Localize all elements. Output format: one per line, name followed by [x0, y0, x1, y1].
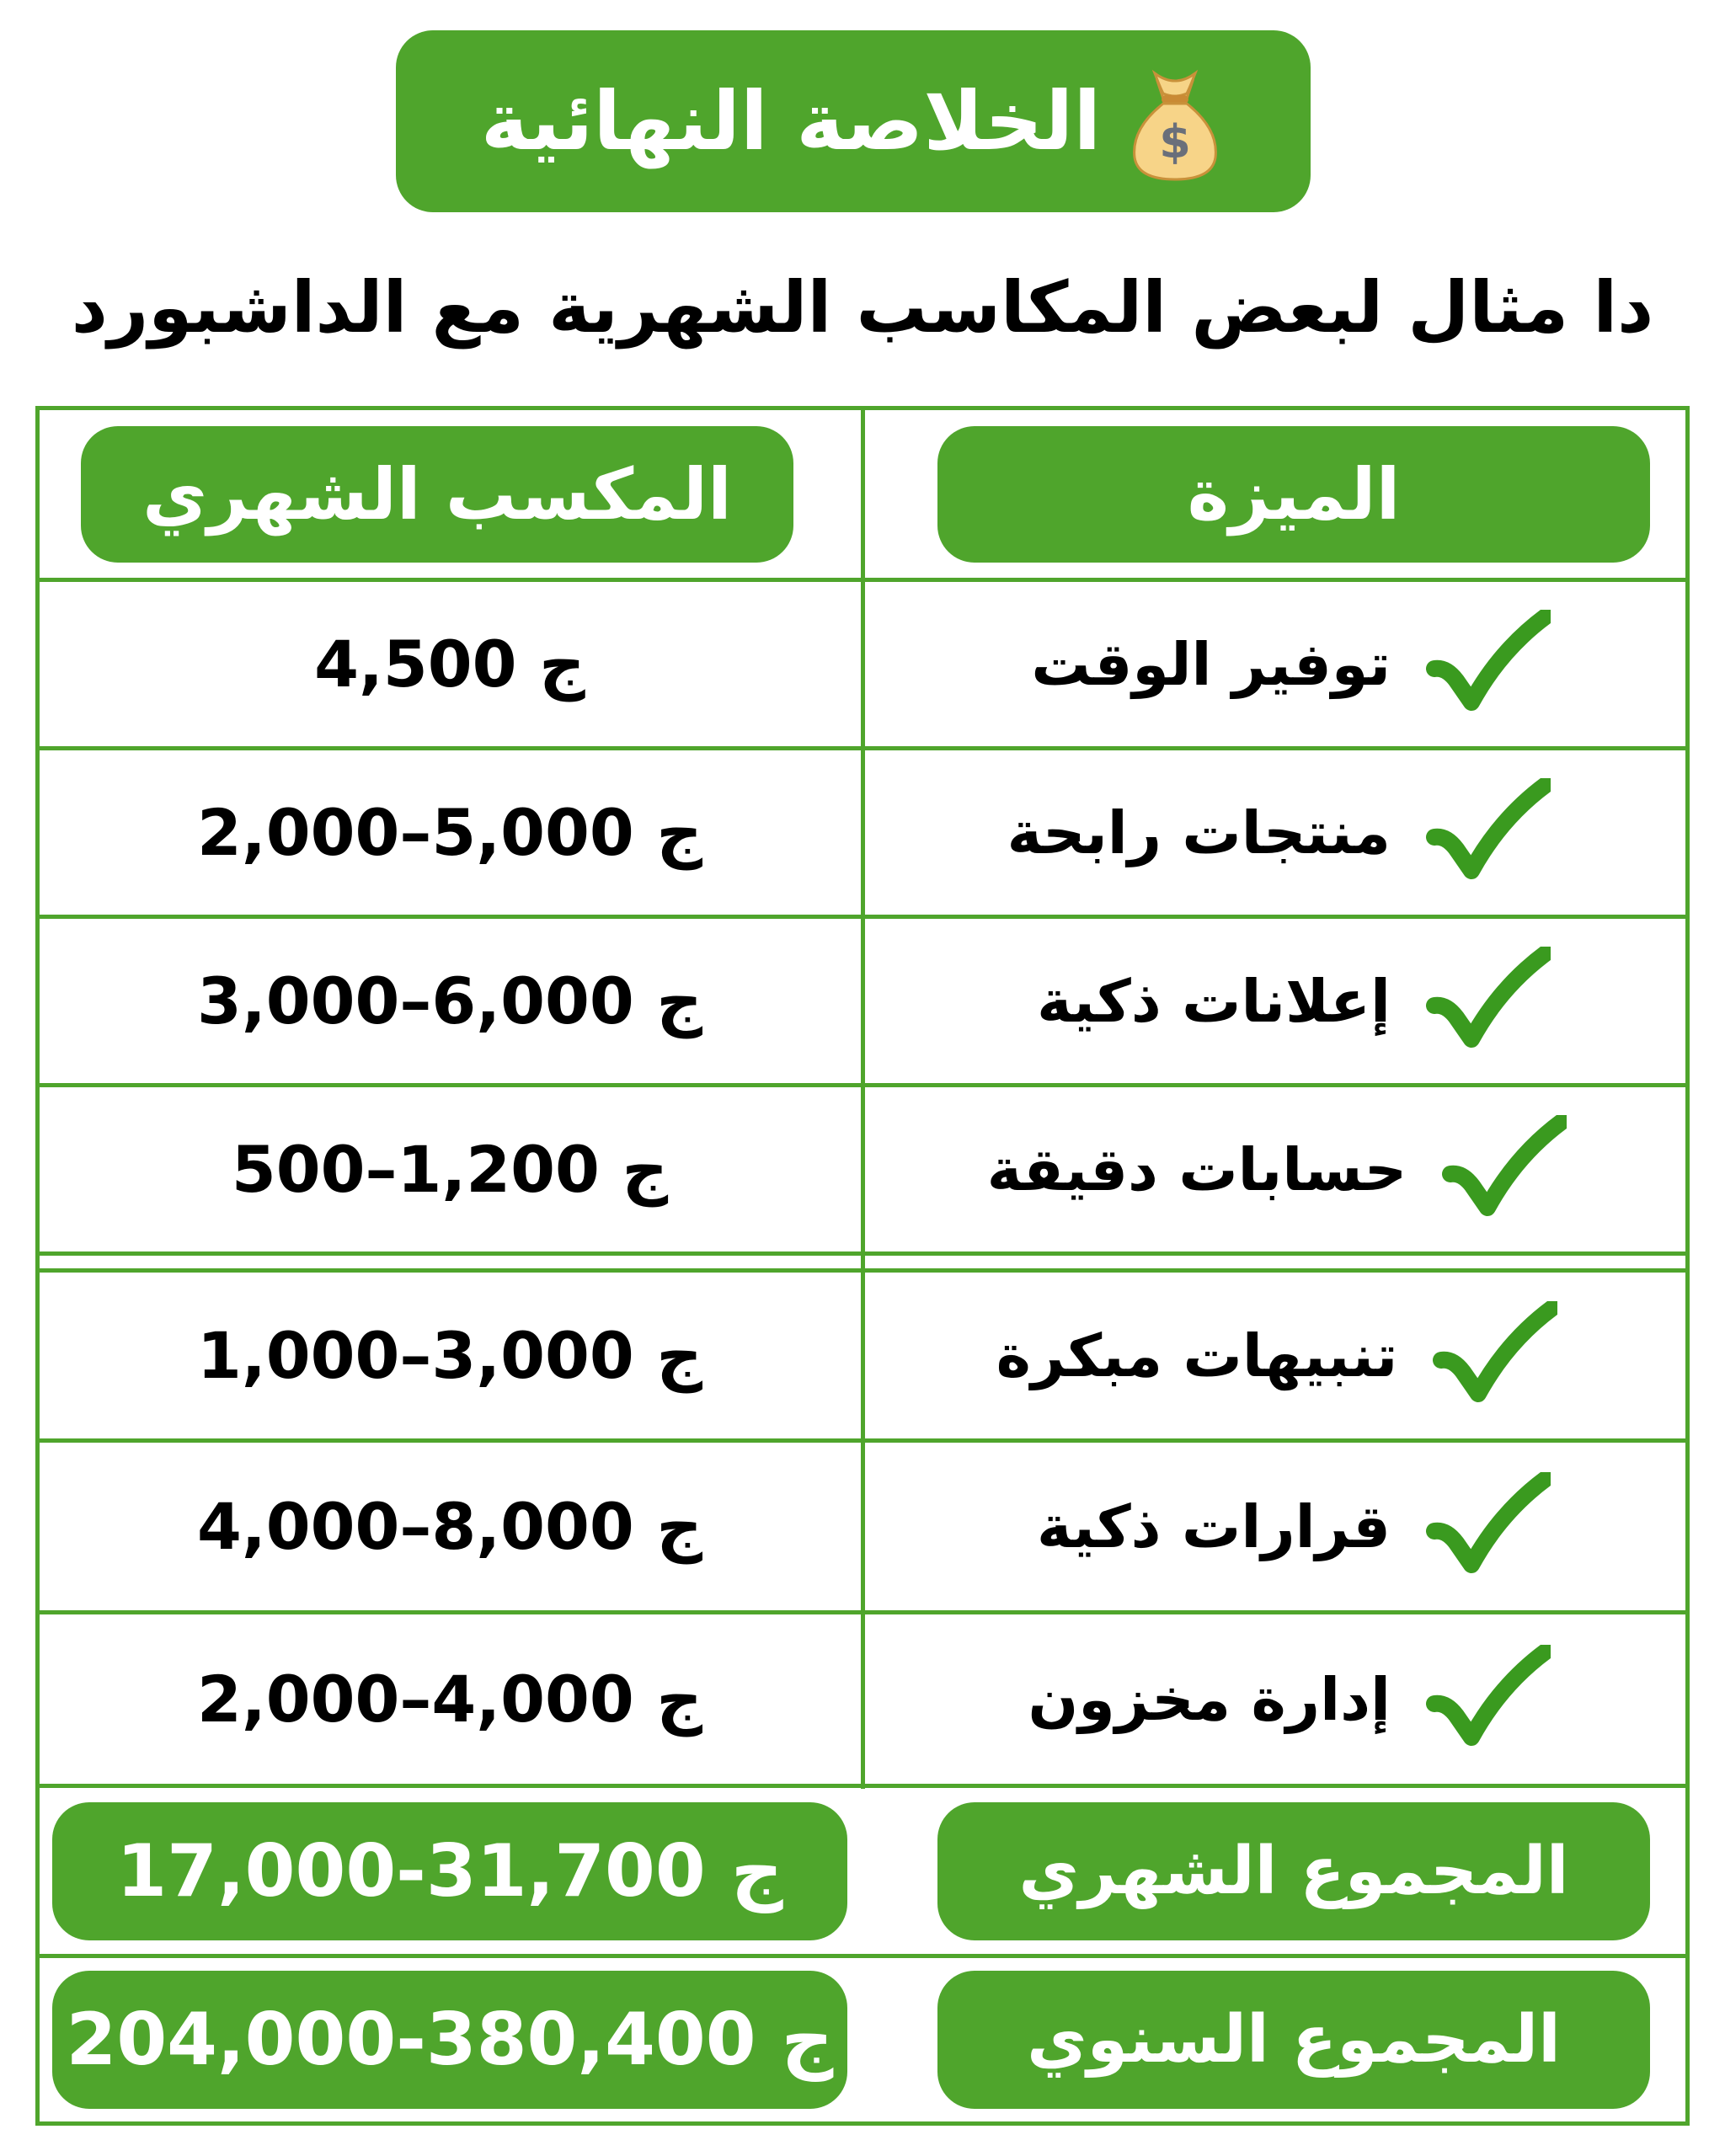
- table-row: [35, 919, 1690, 1083]
- value-text: 500–1,200 ج: [231, 1132, 669, 1207]
- feature-label: حسابات دقيقة: [986, 1134, 1407, 1204]
- svg-text:$: $: [1159, 115, 1192, 168]
- subtitle: دا مثال لبعض المكاسب الشهرية مع الداشبورد: [71, 266, 1654, 349]
- table-row: [35, 582, 1690, 746]
- total-monthly-row: [35, 1788, 1690, 1954]
- total-monthly-value: 17,000-31,700 ج: [52, 1802, 847, 1940]
- total-yearly-value: 204,000-380,400 ج: [52, 1971, 847, 2109]
- check-icon: [1424, 947, 1551, 1056]
- feature-label: تنبيهات مبكرة: [996, 1321, 1398, 1390]
- table-row: [35, 1087, 1690, 1251]
- header-value-cell: [35, 410, 864, 578]
- check-icon: [1424, 778, 1551, 888]
- value-text: 4,000–8,000 ج: [196, 1489, 703, 1564]
- table-row: [35, 1443, 1690, 1610]
- value-text: 2,000–5,000 ج: [196, 795, 703, 870]
- feature-label: توفير الوقت: [1031, 629, 1391, 699]
- page-title: الخلاصة النهائية: [480, 74, 1102, 168]
- header-value: المكسب الشهري: [81, 426, 793, 563]
- value-text: 4,500 ج: [314, 627, 585, 702]
- feature-label: منتجات رابحة: [1007, 798, 1391, 867]
- money-bag-icon: [1124, 58, 1226, 184]
- check-icon: [1424, 610, 1551, 719]
- feature-label: إدارة مخزون: [1028, 1664, 1391, 1734]
- value-text: 1,000–3,000 ج: [196, 1318, 703, 1393]
- check-icon: [1440, 1115, 1567, 1225]
- table-row: [35, 1614, 1690, 1784]
- value-text: 3,000–6,000 ج: [196, 963, 703, 1038]
- value-text: 2,000–4,000 ج: [196, 1662, 703, 1737]
- header-feature-cell: [864, 410, 1690, 578]
- total-yearly-label: المجموع السنوي: [937, 1971, 1650, 2109]
- total-yearly-row: [35, 1958, 1690, 2121]
- header-feature: الميزة: [937, 426, 1650, 563]
- check-icon: [1424, 1472, 1551, 1582]
- feature-label: إعلانات ذكية: [1037, 966, 1391, 1036]
- table-row: [35, 750, 1690, 915]
- table-header-row: [35, 410, 1690, 578]
- check-icon: [1431, 1301, 1557, 1411]
- title-banner: [396, 30, 1311, 212]
- feature-label: قرارات ذكية: [1036, 1492, 1391, 1561]
- total-monthly-label: المجموع الشهري: [937, 1802, 1650, 1940]
- row-divider: [35, 1251, 1690, 1256]
- check-icon: [1424, 1645, 1551, 1754]
- table-row: [35, 1273, 1690, 1438]
